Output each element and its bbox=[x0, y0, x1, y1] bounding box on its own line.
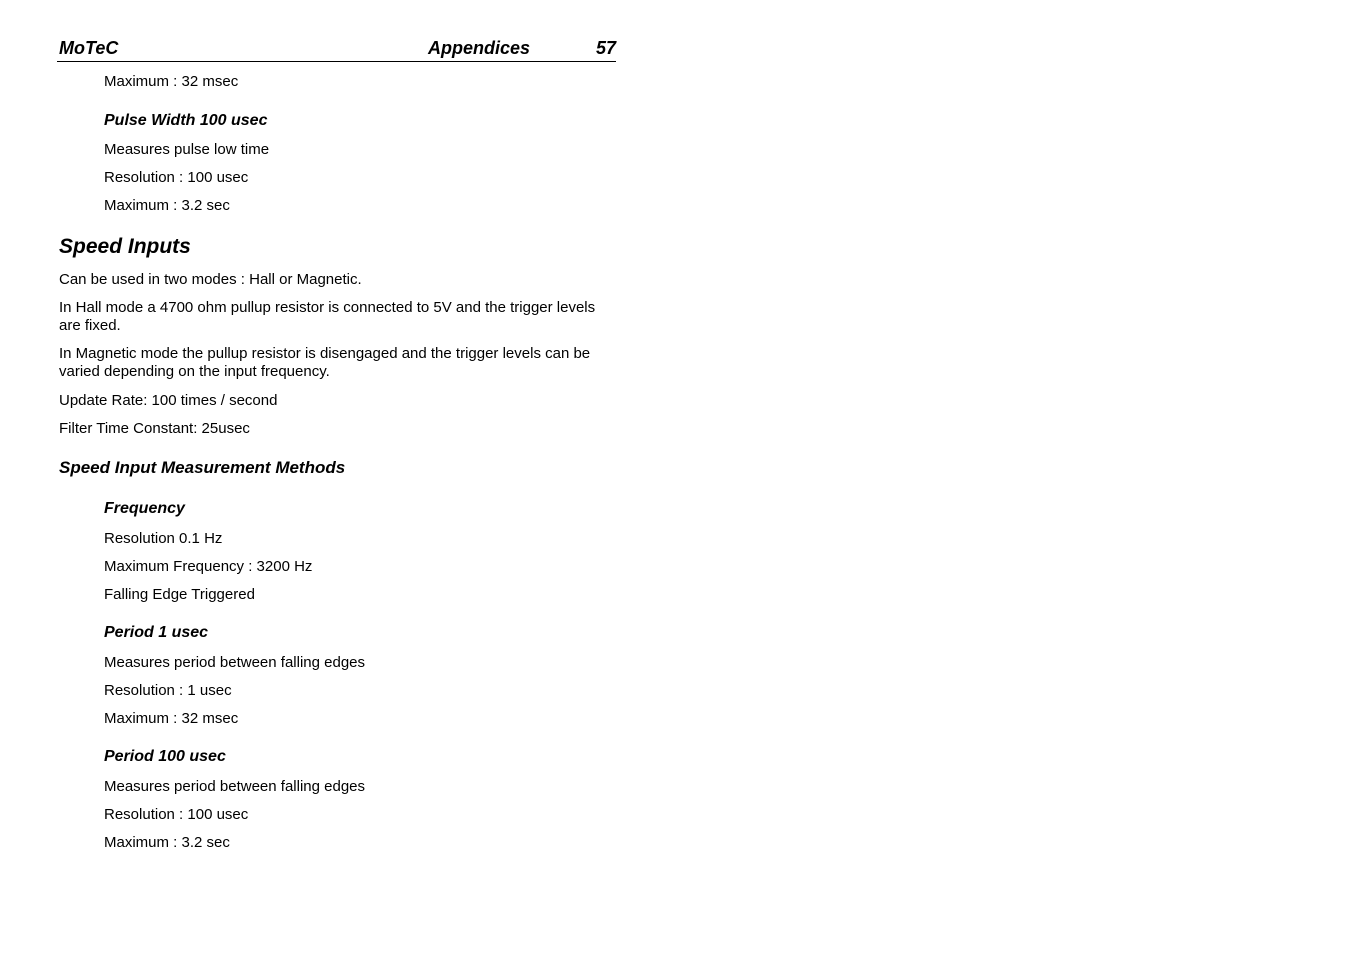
header-section-title: Appendices bbox=[428, 38, 531, 58]
period-100-line: Measures period between falling edges bbox=[104, 778, 365, 795]
period-100-heading: Period 100 usec bbox=[104, 748, 226, 765]
speed-inputs-paragraph: Filter Time Constant: 25usec bbox=[59, 420, 250, 437]
pulse-maximum-line: Maximum : 32 msec bbox=[104, 73, 239, 90]
header-brand: MoTeC bbox=[59, 38, 119, 58]
frequency-line: Maximum Frequency : 3200 Hz bbox=[104, 558, 313, 575]
speed-inputs-paragraph: Can be used in two modes : Hall or Magnetic. bbox=[59, 271, 362, 288]
frequency-line: Resolution 0.1 Hz bbox=[104, 530, 223, 547]
page-header bbox=[57, 36, 616, 62]
period-1-line: Resolution : 1 usec bbox=[104, 682, 232, 699]
pulse-width-100-line: Maximum : 3.2 sec bbox=[104, 197, 230, 214]
frequency-heading: Frequency bbox=[104, 500, 185, 517]
speed-inputs-paragraph: Update Rate: 100 times / second bbox=[59, 392, 278, 409]
pulse-width-100-line: Measures pulse low time bbox=[104, 141, 270, 158]
pulse-width-100-heading: Pulse Width 100 usec bbox=[104, 112, 268, 129]
period-1-line: Maximum : 32 msec bbox=[104, 710, 239, 727]
speed-inputs-paragraph: In Magnetic mode the pullup resistor is disengaged and the trigger levels can be varied depending on the input frequency. bbox=[59, 345, 591, 380]
period-1-line: Measures period between falling edges bbox=[104, 654, 365, 671]
header-page-number: 57 bbox=[595, 38, 616, 58]
frequency-line: Falling Edge Triggered bbox=[104, 586, 255, 603]
pulse-width-100-line: Resolution : 100 usec bbox=[104, 169, 249, 186]
measurement-methods-heading: Speed Input Measurement Methods bbox=[59, 458, 346, 477]
period-100-line: Maximum : 3.2 sec bbox=[104, 834, 230, 851]
speed-inputs-paragraph: In Hall mode a 4700 ohm pullup resistor is connected to 5V and the trigger levels are fixed. bbox=[59, 299, 596, 334]
speed-inputs-heading: Speed Inputs bbox=[59, 235, 191, 258]
period-100-line: Resolution : 100 usec bbox=[104, 806, 249, 823]
period-1-heading: Period 1 usec bbox=[104, 624, 209, 641]
